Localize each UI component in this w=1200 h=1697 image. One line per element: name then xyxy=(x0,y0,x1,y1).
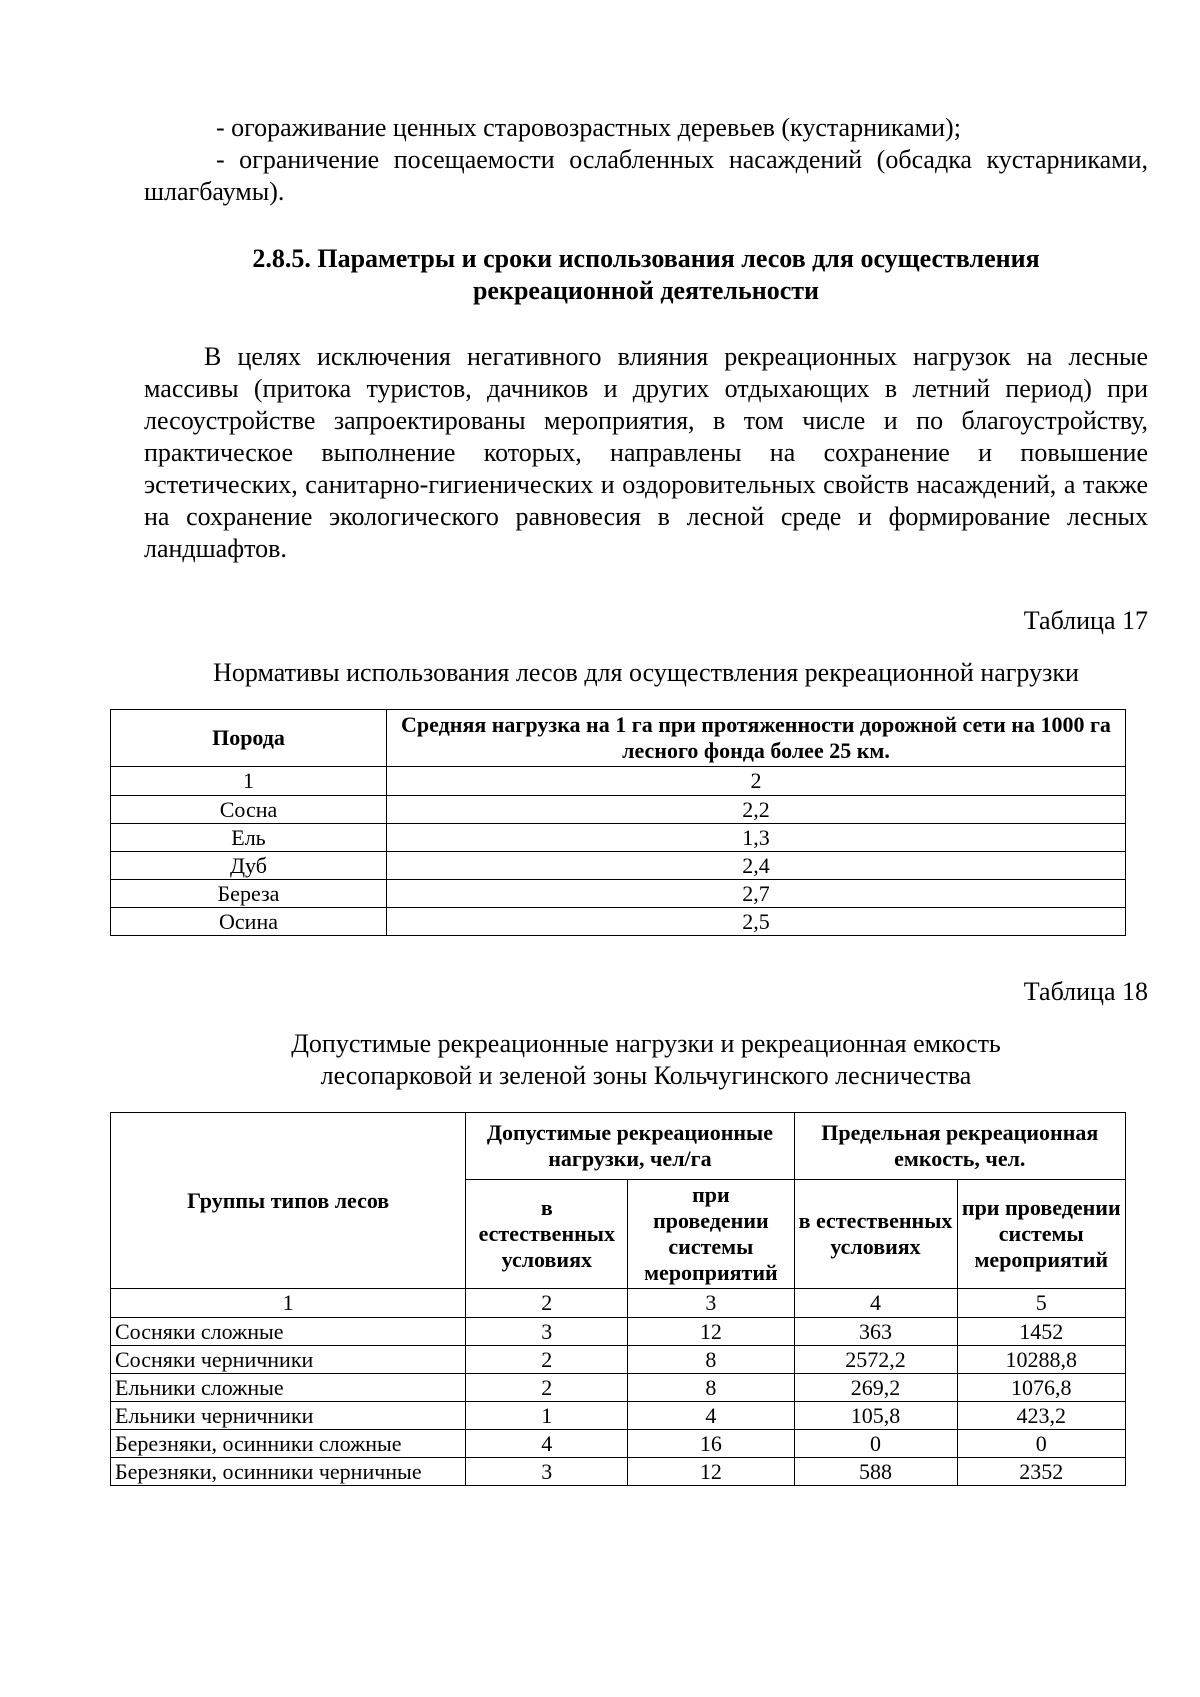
section-heading-line2: рекреационной деятельности xyxy=(472,276,820,305)
table17-colnum: 2 xyxy=(387,767,1126,796)
section-heading-line1: 2.8.5. Параметры и сроки использования лесов для осуществления xyxy=(252,244,1040,273)
table-row xyxy=(111,880,1126,908)
table18-cell: 0 xyxy=(957,1430,1125,1458)
table18-cell: Сосняки сложные xyxy=(111,1318,466,1346)
table17-cell: 2,4 xyxy=(387,852,1126,880)
body-paragraph: В целях исключения негативного влияния рекреационных нагрузок на лесные массивы (притока туристов, дачников и других отдыхающих в летний период) при лесоустройстве запроектированы мероприятия, в том числе и по благоустройству, практическое выполнение которых, направлены на сохранение и повышение эстетических, санитарно-гигиенических и оздоровительных свойств насаждений, а также на сохранение экологического равновесия в лесной среде и формирование лесных ландшафтов. xyxy=(144,342,1148,563)
table18-cell: Сосняки черничники xyxy=(111,1346,466,1374)
table18-cell: 4 xyxy=(628,1402,794,1430)
table18-cell: 105,8 xyxy=(794,1402,957,1430)
table-row xyxy=(111,1402,1126,1430)
table17-cell: Береза xyxy=(111,880,387,908)
table18-cell: Березняки, осинники сложные xyxy=(111,1430,466,1458)
table18-sub-natural: в естественных условиях xyxy=(794,1180,957,1289)
table-row xyxy=(111,1346,1126,1374)
bullet-fencing: - огораживание ценных старовозрастных деревьев (кустарниками); xyxy=(216,113,961,142)
table18-cell: 10288,8 xyxy=(957,1346,1125,1374)
table-row xyxy=(111,796,1126,824)
table18-colnum: 1 xyxy=(111,1289,466,1318)
table18-cell: 16 xyxy=(628,1430,794,1458)
table18-colnum: 2 xyxy=(466,1289,628,1318)
table-row xyxy=(111,1430,1126,1458)
table18-header-capacity: Предельная рекреационная емкость, чел. xyxy=(794,1113,1125,1180)
table18-cell: 2352 xyxy=(957,1458,1125,1486)
table18-cell: 363 xyxy=(794,1318,957,1346)
table17-caption: Таблица 17 xyxy=(1023,606,1148,635)
table17-header-load: Средняя нагрузка на 1 га при протяженности дорожной сети на 1000 га лесного фонда более 25 км. xyxy=(387,710,1126,767)
table17-cell: Дуб xyxy=(111,852,387,880)
table18-cell: 2 xyxy=(466,1346,628,1374)
table18-cell: 3 xyxy=(466,1318,628,1346)
table18-sub-measures: при проведении системы мероприятий xyxy=(957,1180,1125,1289)
table-row xyxy=(111,824,1126,852)
table18-cell: 1452 xyxy=(957,1318,1125,1346)
table17 xyxy=(110,709,1126,936)
table18-title xyxy=(144,1028,1148,1092)
table18-colnum: 5 xyxy=(957,1289,1125,1318)
table-row xyxy=(111,1374,1126,1402)
table17-colnum: 1 xyxy=(111,767,387,796)
table18-cell: 12 xyxy=(628,1458,794,1486)
table18-cell: 0 xyxy=(794,1430,957,1458)
table-row xyxy=(111,908,1126,936)
table18-cell: 4 xyxy=(466,1430,628,1458)
table17-cell: 1,3 xyxy=(387,824,1126,852)
table18-cell: 8 xyxy=(628,1374,794,1402)
table-row xyxy=(111,1318,1126,1346)
table18-colnum: 3 xyxy=(628,1289,794,1318)
table18-cell: Ельники черничники xyxy=(111,1402,466,1430)
table17-cell: 2,2 xyxy=(387,796,1126,824)
section-heading xyxy=(144,243,1148,307)
table18-cell: 269,2 xyxy=(794,1374,957,1402)
table18-cell: 1076,8 xyxy=(957,1374,1125,1402)
table18-title-line2: лесопарковой и зеленой зоны Кольчугинского лесничества xyxy=(320,1061,972,1090)
table18-colnum: 4 xyxy=(794,1289,957,1318)
table18-sub-measures: при проведении системы мероприятий xyxy=(628,1180,794,1289)
table17-cell: 2,7 xyxy=(387,880,1126,908)
table-row xyxy=(111,852,1126,880)
table17-cell: Ель xyxy=(111,824,387,852)
table18-cell: 12 xyxy=(628,1318,794,1346)
table18-cell: 3 xyxy=(466,1458,628,1486)
table18-cell: 423,2 xyxy=(957,1402,1125,1430)
table18-cell: 588 xyxy=(794,1458,957,1486)
table17-title: Нормативы использования лесов для осуществления рекреационной нагрузки xyxy=(213,658,1079,687)
table17-cell: Осина xyxy=(111,908,387,936)
table18-cell: 2572,2 xyxy=(794,1346,957,1374)
table18-title-line1: Допустимые рекреационные нагрузки и рекреационная емкость xyxy=(291,1029,1001,1058)
table18-cell: Березняки, осинники черничные xyxy=(111,1458,466,1486)
table18-sub-natural: в естественных условиях xyxy=(466,1180,628,1289)
table18 xyxy=(110,1112,1126,1486)
table17-cell: Сосна xyxy=(111,796,387,824)
table18-cell: 8 xyxy=(628,1346,794,1374)
table18-cell: Ельники сложные xyxy=(111,1374,466,1402)
table18-cell: 1 xyxy=(466,1402,628,1430)
bullet-limiting: - ограничение посещаемости ослабленных насаждений (обсадка кустарниками, шлагбаумы). xyxy=(144,145,1148,206)
table17-cell: 2,5 xyxy=(387,908,1126,936)
table18-header-groups: Группы типов лесов xyxy=(111,1113,466,1289)
table18-caption: Таблица 18 xyxy=(1023,977,1148,1006)
table18-header-loads: Допустимые рекреационные нагрузки, чел/га xyxy=(466,1113,794,1180)
table18-cell: 2 xyxy=(466,1374,628,1402)
table-row xyxy=(111,1458,1126,1486)
table17-header-species: Порода xyxy=(111,710,387,767)
